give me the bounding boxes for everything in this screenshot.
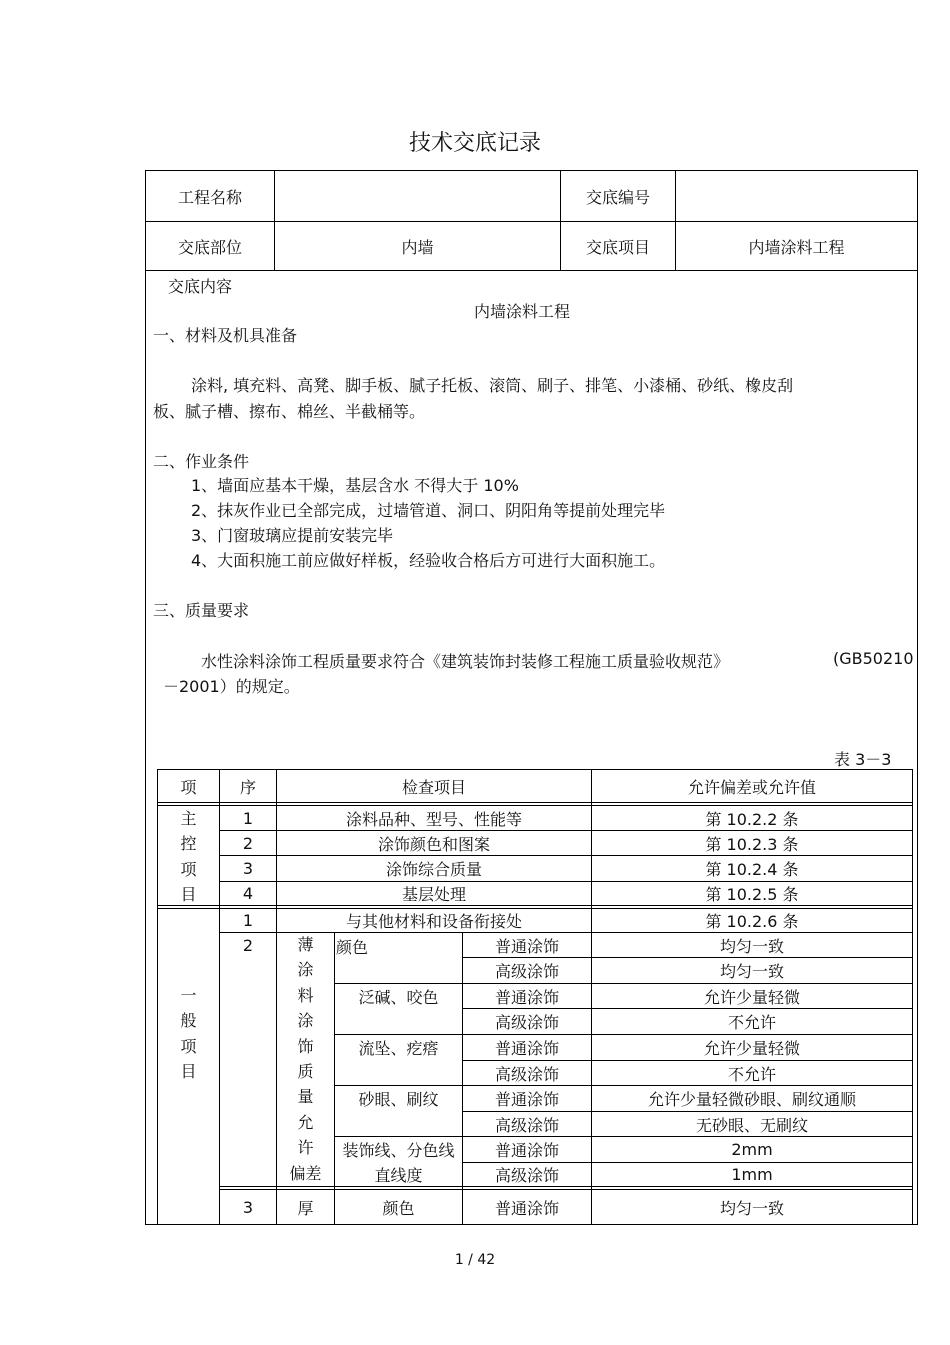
project-name-label: 工程名称 [177,187,242,207]
section-3-line-1: 水性涂料涂饰工程质量要求符合《建筑装饰封装修工程施工质量验收规范》 [201,652,730,671]
value-5-1: 2mm [731,1140,773,1159]
table-row-general-1-value: 第 10.2.6 条 [705,912,799,931]
table-row-general-3-category: 厚 [297,1198,314,1218]
value-1-1: 均匀一致 [719,936,784,956]
table-row-main-4-item: 基层处理 [401,885,466,904]
page-number: 1 / 42 [454,1252,496,1268]
table-row-main-1-no: 1 [242,808,254,828]
sub-item-efflorescence: 泛碱、咬色 [358,987,439,1007]
section-3-title: 三、质量要求 [153,601,250,620]
value-3-2: 不允许 [727,1064,776,1084]
general-group-label [158,983,219,1085]
grade-3-1: 普通涂饰 [494,1039,559,1058]
section-2-item-4: 4、大面积施工前应做好样板，经验收合格后方可进行大面积施工。 [191,551,666,570]
part-value: 内墙 [401,237,434,257]
part-label: 交底部位 [177,237,242,257]
main-group-label [158,806,219,908]
section-2-item-1: 1、墙面应基本干燥，基层含水 不得大于 10% [191,476,519,495]
sub-item-straightness: 直线度 [374,1166,423,1185]
grade-2-1: 普通涂饰 [494,987,559,1007]
value-4-2: 无砂眼、无刷纹 [695,1115,808,1135]
sub-item-decorative-line: 装饰线、分色线 [342,1141,455,1160]
page-title: 技术交底记录 [408,131,541,156]
table-row-general-3-sub: 颜色 [382,1198,415,1218]
table-row-main-1-value: 第 10.2.2 条 [705,809,799,829]
code-label: 交底编号 [585,187,650,207]
table-row-main-2-value: 第 10.2.3 条 [705,834,799,854]
table-row-main-1-item: 涂料品种、型号、性能等 [345,809,522,829]
project-name-value [275,171,560,221]
table-row-main-3-no: 3 [242,859,254,878]
grade-4-2: 高级涂饰 [494,1115,559,1135]
col-header-value: 允许偏差或允许值 [687,777,816,797]
grade-4-1: 普通涂饰 [494,1090,559,1109]
grade-2-2: 高级涂饰 [494,1013,559,1032]
col-header-no: 序 [239,777,256,797]
content-subtitle: 内墙涂料工程 [474,302,571,321]
value-2-1: 允许少量轻微 [703,987,800,1007]
table-row-main-4-value: 第 10.2.5 条 [705,885,799,904]
section-2-item-2: 2、抹灰作业已全部完成，过墙管道、洞口、阴阳角等提前处理完毕 [191,501,666,520]
value-1-2: 均匀一致 [719,962,784,981]
table-row-general-2-no: 2 [242,935,254,955]
grade-3-2: 高级涂饰 [494,1064,559,1084]
table-row-general-3-value: 均匀一致 [719,1198,784,1218]
sub-item-pinholes: 砂眼、刷纹 [358,1090,439,1109]
content-label: 交底内容 [168,277,233,296]
table-row-general-3-grade: 普通涂饰 [494,1198,559,1218]
table-row-general-1-no: 1 [242,911,254,930]
table-row-main-2-item: 涂饰颜色和图案 [377,834,490,854]
sub-item-sagging: 流坠、疙瘩 [358,1039,439,1058]
value-4-1: 允许少量轻微砂眼、刷纹通顺 [647,1090,856,1109]
table-row-general-1-item: 与其他材料和设备衔接处 [345,912,522,931]
section-1-title: 一、材料及机具准备 [153,326,298,345]
code-value [676,171,917,221]
col-header-item: 检查项目 [401,777,466,797]
value-2-2: 不允许 [727,1013,776,1032]
grade-5-1: 普通涂饰 [494,1141,559,1160]
col-header-group: 项 [180,777,197,797]
grade-1-1: 普通涂饰 [494,936,559,956]
grade-5-2: 高级涂饰 [494,1166,559,1185]
general-group-text: 一般项目 [180,986,197,1082]
section-2-title: 二、作业条件 [153,452,250,471]
table-row-main-3-item: 涂饰综合质量 [385,860,482,879]
value-3-1: 允许少量轻微 [703,1039,800,1058]
main-group-text: 主控项目 [180,809,197,905]
item-value: 内墙涂料工程 [748,237,845,257]
section-1-line-1: 涂料, 填充料、高凳、脚手板、腻子托板、滚筒、刷子、排笔、小漆桶、砂纸、橡皮刮 [191,376,794,395]
section-1-line-2: 板、腻子槽、擦布、棉丝、半截桶等。 [153,402,426,421]
table-number: 表 3－3 [834,750,892,769]
table-row-main-3-value: 第 10.2.4 条 [705,860,799,879]
item-label: 交底项目 [585,237,650,257]
section-3-line-2: －2001）的规定。 [163,677,300,696]
grade-1-2: 高级涂饰 [494,962,559,981]
value-5-2: 1mm [731,1165,773,1184]
section-3-standard-code: (GB50210 [833,649,914,668]
table-row-main-4-no: 4 [242,884,254,903]
sub-item-color: 颜色 [336,938,369,957]
section-2-item-3: 3、门窗玻璃应提前安装完毕 [191,526,394,545]
table-row-general-3-no: 3 [242,1197,254,1217]
thin-coating-category [277,932,334,1186]
thin-coating-category-last: 偏差 [289,1163,322,1183]
thin-coating-category-text: 薄涂料涂饰质量允许 [297,935,314,1158]
table-row-main-2-no: 2 [242,833,254,853]
